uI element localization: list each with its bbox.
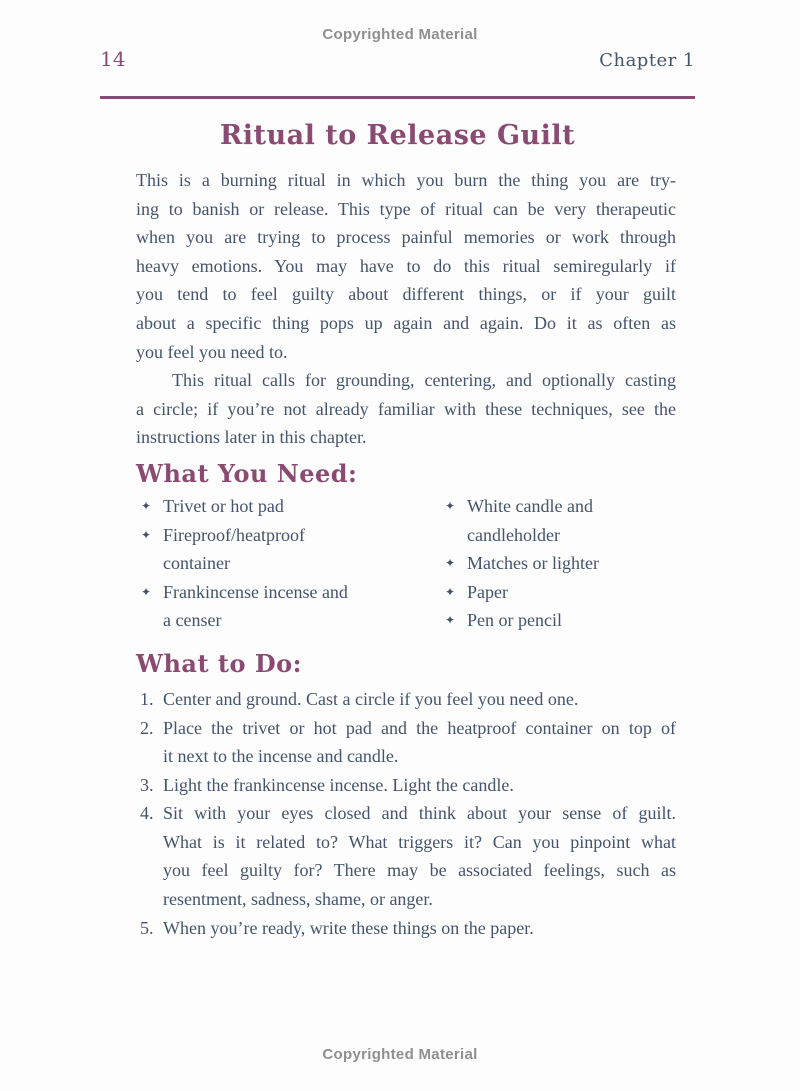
step-text: [163, 799, 676, 913]
list-item-text: [467, 492, 676, 549]
paragraph-line: ing to banish or release. This type of ritual can be very therapeutic: [136, 198, 676, 219]
instruction-step: [136, 771, 676, 800]
list-item-line: candleholder: [467, 524, 560, 545]
paragraph-line: you feel you need to.: [136, 341, 288, 362]
instructions-list: [136, 685, 676, 942]
step-line: Light the frankincense incense. Light the candle.: [163, 774, 514, 795]
diamond-bullet-icon: ✦: [141, 527, 152, 542]
paragraph-line: you tend to feel guilty about different things, or if your guilt: [136, 284, 676, 305]
instruction-step: [136, 685, 676, 714]
list-item-line: Trivet or hot pad: [163, 495, 284, 516]
intro-paragraph-2: [136, 366, 676, 452]
list-item-line: a censer: [163, 610, 222, 631]
copyright-notice-bottom: Copyrighted Material: [322, 1046, 478, 1063]
list-item-line: Matches or lighter: [467, 553, 599, 574]
step-text: [163, 771, 676, 800]
step-number: 5.: [140, 917, 154, 938]
paragraph-line: about a specific thing pops up again and again. Do it as often as: [136, 312, 676, 333]
body-content: [136, 166, 676, 942]
supplies-column-right: [440, 492, 676, 635]
list-item-line: Paper: [467, 581, 508, 602]
list-item-line: White candle and: [467, 495, 593, 516]
step-text: [163, 714, 676, 771]
step-line: Center and ground. Cast a circle if you feel you need one.: [163, 688, 579, 709]
diamond-bullet-icon: ✦: [141, 498, 152, 513]
step-line: resentment, sadness, shame, or anger.: [163, 889, 433, 910]
list-item: [440, 492, 676, 549]
step-line: When you’re ready, write these things on the paper.: [163, 917, 534, 938]
list-item-text: [163, 578, 440, 635]
paragraph-line: heavy emotions. You may have to do this ritual semiregularly if: [136, 255, 676, 276]
diamond-bullet-icon: ✦: [445, 613, 456, 628]
list-item: [440, 549, 676, 578]
step-line: you feel guilty for? There may be associated feelings, such as: [163, 860, 676, 881]
list-item-text: [163, 492, 440, 521]
header-rule-divider: [100, 96, 695, 99]
supplies-list: [136, 492, 676, 635]
supplies-column-left: [136, 492, 440, 635]
step-text: [163, 914, 676, 943]
step-number: 1.: [140, 688, 154, 709]
step-line: it next to the incense and candle.: [163, 746, 399, 767]
diamond-bullet-icon: ✦: [141, 584, 152, 599]
paragraph-line: a circle; if you’re not already familiar with these techniques, see the: [136, 398, 676, 419]
diamond-bullet-icon: ✦: [445, 498, 456, 513]
diamond-bullet-icon: ✦: [445, 584, 456, 599]
list-item: [440, 606, 676, 635]
paragraph-line: This ritual calls for grounding, centering, and optionally casting: [172, 370, 676, 391]
step-line: What is it related to? What triggers it? Can you pinpoint what: [163, 831, 676, 852]
list-item-line: Fireproof/heatproof: [163, 524, 305, 545]
paragraph-line: instructions later in this chapter.: [136, 427, 367, 448]
list-item-text: [163, 521, 440, 578]
list-item-line: container: [163, 553, 230, 574]
section-heading-what-you-need: What You Need:: [136, 458, 358, 488]
copyright-notice-top: Copyrighted Material: [322, 26, 478, 43]
step-text: [163, 685, 676, 714]
page-number: 14: [100, 47, 126, 71]
list-item-text: [467, 578, 676, 607]
instruction-step: [136, 914, 676, 943]
page-header: [100, 47, 695, 71]
intro-paragraph-1: [136, 166, 676, 366]
list-item-text: [467, 549, 676, 578]
list-item: [136, 492, 440, 521]
step-line: Sit with your eyes closed and think about your sense of guilt.: [163, 803, 676, 824]
list-item-text: [467, 606, 676, 635]
page-title: Ritual to Release Guilt: [219, 120, 576, 151]
paragraph-line: This is a burning ritual in which you burn the thing you are try-: [136, 170, 676, 190]
chapter-label: Chapter 1: [599, 50, 695, 71]
list-item: [440, 578, 676, 607]
diamond-bullet-icon: ✦: [445, 556, 456, 571]
list-item: [136, 578, 440, 635]
paragraph-line: when you are trying to process painful memories or work through: [136, 227, 676, 248]
section-heading-what-to-do: What to Do:: [136, 648, 303, 678]
list-item-line: Frankincense incense and: [163, 581, 348, 602]
step-number: 4.: [140, 803, 154, 824]
list-item: [136, 521, 440, 578]
list-item-line: Pen or pencil: [467, 610, 562, 631]
step-line: Place the trivet or hot pad and the heatproof container on top of: [163, 717, 676, 738]
instruction-step: [136, 799, 676, 913]
instruction-step: [136, 714, 676, 771]
step-number: 3.: [140, 774, 154, 795]
step-number: 2.: [140, 717, 154, 738]
